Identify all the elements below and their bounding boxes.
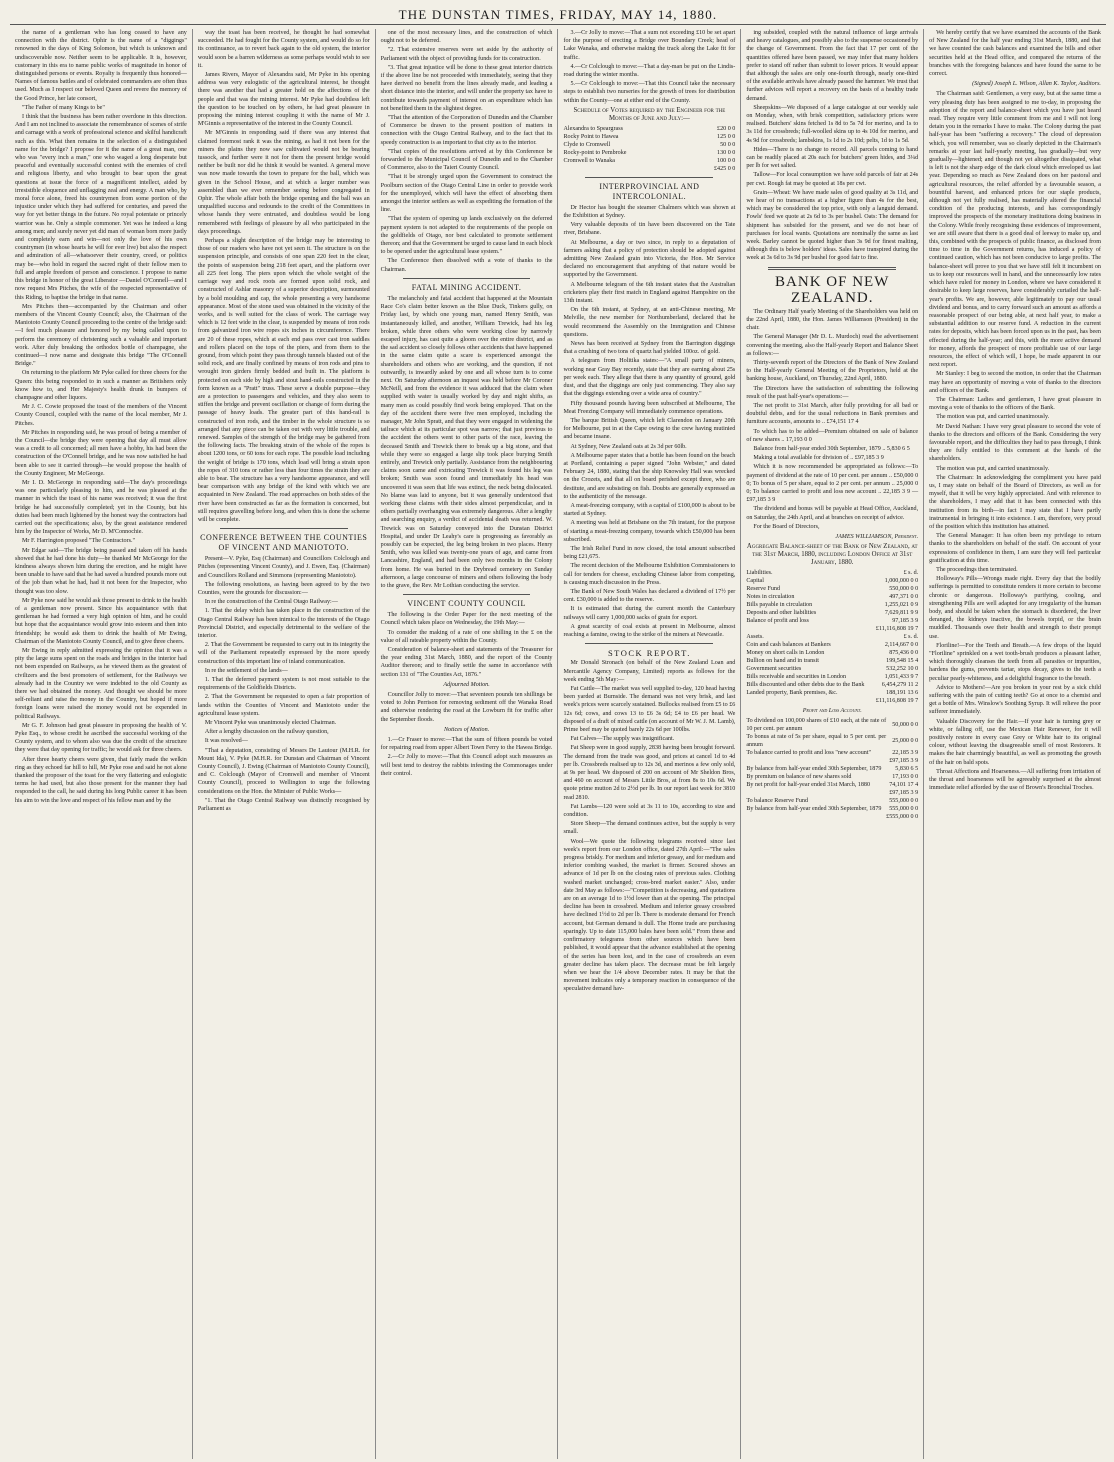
paragraph: The dividend and bonus will be payable at Head Office, Auckland, on Saturday, the 24th April, and at branches on receipt of advice.: [746, 506, 919, 521]
ledger-row: [746, 593, 918, 601]
paragraph: Mr Donald Stronach (on behalf of the New Zealand Loan and Mercantile Agency Company, Limited) reports as follows for the week ending 5th May:—: [563, 660, 736, 683]
paragraph: "That a deputation, consisting of Messrs De Lautour (M.H.R. for Mount Ida), V. Pyke (M.H.R. for Dunstan and Chairman of Vincent County Council), J. Ewing (Chairman of Maniototo County Council), and C. Colclough (Mayor of Cromwell and member of Vincent County Council), proceed to Wellington to urge the following considerations on the Hon. the Minister of Public Works—: [197, 747, 370, 795]
ledger-row: [746, 657, 918, 665]
bridge-article-body: [198, 29, 370, 524]
auditors-signature: (Signed) Joseph L. Wilson, Allan K. Taylor, Auditors.: [972, 81, 1101, 88]
ledger-row: [746, 649, 918, 657]
paragraph: A meat-freezing company, with a capital of £100,000 is about to be started at Sydney.: [563, 502, 736, 518]
bank-heading: BANK OF NEW ZEALAND.: [775, 273, 890, 306]
balance-sheet-heading: Aggregate Balance-sheet of the Bank of New Zealand, at the 31st March, 1880, including London Office at 31st January, 1880.: [746, 543, 918, 567]
ledger-amount: 2,114,667 0 0: [884, 642, 919, 649]
intercolonial-heading: INTERPROVINCIAL AND INTERCOLONIAL.: [599, 181, 700, 201]
notices-heading: Notices of Motion.: [443, 726, 490, 733]
ledger-item: [746, 625, 873, 633]
paragraph: Floriline!—For the Teeth and Breath.—A few drops of the liquid "Floriline" sprinkled on a wet tooth-brush produces a pleasant lather, which thoroughly cleanses the teeth from all parasites or impurities, hardens the gums, prevents tartar, stops decay, gives to the teeth a peculiar pearly-whiteness, and a delightful fragrance to the breath.: [929, 642, 1101, 682]
ledger-amount: 497,371 0 0: [889, 594, 919, 601]
adjourned-motion-heading: Adjourned Motion.: [443, 681, 490, 688]
paragraph: "2. That extensive reserves were set aside by the authority of Parliament with the object of providing funds for its construction.: [380, 47, 553, 62]
ledger-amount: £11,116,808 19 7: [875, 626, 919, 633]
paragraph: 1. That the delay which has taken place in the construction of the Otago Central Railway has been inimical to the interests of the Otago Provincial District, and especially detrimental to the welfare of the interior.: [197, 608, 370, 640]
ledger-row: [746, 805, 918, 813]
paragraph: Fat Calves—The supply was insignificant.: [570, 736, 675, 743]
paragraph: Which it is now recommended be appropriated as follows:—To payment of dividend at the rate of 10 per cent. per annum .. £50,000 0 0; To bonus of 5 per share, equal to 2 per cent. per annum .. 25,000 0 0; To balance carried to profit and loss new account .. 22,185 3 9 — £97,185 3 9: [746, 464, 919, 504]
column-1: [10, 29, 192, 1459]
ledger-item: Bullion on hand and in transit: [746, 658, 819, 665]
column-5: [740, 29, 923, 1459]
paragraph: The Bank of New South Wales has declared a dividend of 17½ per cent. £30,000 is added to the reserve.: [563, 588, 736, 604]
ledger-row: [746, 577, 918, 585]
paragraph: Mr G. F. Johnson had great pleasure in proposing the health of V. Pyke Esq., to whose credit he ascribed the successful working of the County system, and to whom also was due the credit of the structure they were that day opening for traffic; he would ask for three cheers.: [15, 722, 187, 754]
ledger-amount: 188,191 13 6: [886, 690, 919, 697]
paragraph: Fat Cattle—The market was well supplied to-day, 120 head having been yarded at Burnside. The demand was not very brisk, and last week's prices were scarcely sustained. Bullocks realised from £5 to £6 12s 6d; cows, and cows 13 to £6 3s 6d; £4 to £6 per head. We disposed of a draft of mixed cattle (on account of Mr W. J. M. Lamb), Prime beef may be quoted barely 22s 6d per 100lbs.: [563, 686, 736, 734]
paragraph: Balance from half-year ended 30th September, 1879 .. 5,830 6 5: [753, 445, 910, 452]
ledger-row: [746, 609, 918, 617]
ledger-amount: 550,000 0 0: [889, 586, 919, 593]
schedule-table: [563, 125, 735, 165]
paragraph: On returning to the platform Mr Pyke called for three cheers for the Queen: this being responded to in such a manner as Britishers only know how to, and Her Majesty's health drunk in bumpers of champagne and other liquors.: [15, 370, 187, 401]
ledger-amount: £ s. d.: [903, 570, 919, 577]
paragraph: ing subsided, coupled with the natural influence of large arrivals and heavy catalogues, and possibly also to the suspense occasioned by the change of Government. From the fact that 17 per cent of the quantities offered have been passed, we may infer that many holders prefer to stand off rather than submit to lower prices. It would appear that although the sales are only one-fourth through, nearly one-third of the available arrivals have already passed the hammer. We trust that further advices will report a recovery on the basis of a healthy trade demand.: [746, 30, 919, 102]
ledger-item: [746, 757, 886, 765]
paragraph: Mr M'Ginnis in responding said if there was any interest that claimed foremost rank it was the mining, as had it not been for the miners the plains they now saw cultivated would not be bearing tussock, and further were it not for them the present bridge would neither be built nor did he think it would be wanted. A general move was now made towards the town to prepare for the ball, which was given in the School House, and at which a larger number was assembled than we ever remember seeing before congregated in Ophir. The whole affair both the bridge opening and the ball was an unqualified success and redounds to the credit of the Committees in whose hands they were entrusted, and doubtless would be long remembered with feelings of pleasure by all who participated in the days proceedings.: [197, 130, 370, 235]
paragraph: The Ordinary Half yearly Meeting of the Shareholders was held on the 22nd April, 1880, the Hon. James Williamson (President) in the chair.: [746, 308, 919, 332]
paragraph: To consider the making of a rate of one shilling in the £ on the value of all rateable property within the County.: [380, 629, 553, 644]
adjourned-motion-body: [381, 691, 553, 724]
paragraph: the name of a gentleman who has long ceased to have any connection with the district. Ophir is the name of a "diggings" renowned in the days of King Solomon, but which is unknown and undiscoverable now. Neither seem to be applicable. It is, however, customary in this era to name public works of magnitude in honor of distinguished persons or events. Royalty is frequently thus honored—Names of famous battles and of celebrated commanders are often thus used. Much as I respect our beloved Queen and revere the memory of the Good Prince, her late consort,: [15, 30, 187, 102]
motions-continued: [563, 29, 735, 105]
paragraph: In re the settlement of the lands—: [204, 667, 288, 674]
conference-article-body: [198, 555, 370, 813]
column-4: [557, 29, 740, 1459]
column-1-body: [15, 29, 187, 805]
paragraph: Grain—Wheat: We have made sales of good quality at 3s 11d, and we hear of no transactions at a higher figure than 4s for the best, which may be considered the top price, with only a languid demand. Fowls' feed we quote at 2s 6d to 3s per bushel. Oats: The demand for shipment has subsided for the present, and we do not hear of purchases for local wants. Quotations are nominally the same as last week. Barley cannot be quoted higher than 3s 9d for finest malting, although this is below holders' ideas. Sales have transpired during the week at 3s 6d to 3s 9d per bushel for good fair to fine.: [746, 189, 919, 262]
paragraph: way the toast has been received, he thought he had somewhat succeeded. He had fought for the County system, and would do so for its continuance, as to revert back again to the old system, the interior would soon be a barren wilderness as some perhaps would wish to see it.: [197, 30, 370, 69]
paragraph: 3.—Cr Jolly to move:—That a sum not exceeding £10 be set apart for the purpose of erecting a Bridge over Boundary Creek; head of Lake Wanaka, and otherwise making the track along the Lake fit for traffic.: [563, 30, 736, 61]
paragraph: 2. That the Government be requested to carry out in its integrity the will of the Parliament repeatedly expressed by the more speedy construction of this important line of inland communication.: [197, 642, 370, 665]
paragraph: The following is the Order Paper for the next meeting of the Council which takes place on Wednesday, the 19th May:—: [380, 612, 553, 627]
ledger-item: To balance carried to profit and loss "new account": [746, 750, 871, 757]
auditors-certificate: [929, 29, 1101, 78]
paragraph: Mr Stanley: I beg to second the motion, in order that the Chairman may have an opportunity of moving a vote of thanks to the directors and officers of the Bank.: [929, 371, 1101, 394]
ledger-item: By balance from half-year ended 30th September, 1879: [746, 806, 882, 813]
paragraph: At Melbourne, a day or two since, in reply to a deputation of farmers asking that a policy of protection should be adopted against admitting New Zealand grain into Victoria, the Hon. Mr Service declared no encouragement that anything of that nature would be supported by the Government.: [563, 239, 736, 279]
ledger-amount: 1,051,433 9 7: [884, 674, 919, 681]
ledger-item: Liabilities.: [746, 570, 773, 577]
council-heading: VINCENT COUNTY COUNCIL: [407, 599, 526, 609]
ledger-item: Money on short calls in London: [746, 650, 825, 657]
ledger-row: [746, 585, 918, 593]
paragraph: The Irish Relief Fund in now closed, the total amount subscribed being £21,675.: [563, 545, 736, 561]
paragraph: 1. That the deferred payment system is not most suitable to the requirements of the Goldfields Districts.: [197, 677, 370, 692]
paragraph: The barque British Queen, which left Clarendon on January 20th for Melbourne, put in at the Cape owing to the crew having mutinied and became insane.: [563, 417, 736, 441]
paragraph: 1.—Cr Fraser to move:—That the sum of fifteen pounds be voted for repairing road from upper Albert Town Ferry to the Hawea Bridge.: [380, 737, 553, 752]
ledger-item: To balance Reserve Fund: [746, 798, 808, 805]
paragraph: "That it be strongly urged upon the Government to construct the Poolburn section of the Otago Central Line in order to provide work for the unemployed, which will have the effect of absorbing them amongst the interior settlers as well as expediting the formation of the line.: [380, 174, 553, 214]
ledger-row: [746, 773, 918, 781]
paragraph: The melancholy and fatal accident that happened at the Mountain Race Co's claim better known as the Blue Duck, Tinkers gully, on Friday last, by which one young man, named Henry Smith, was instantaneously killed, and another, William Trewick, had his leg broken, while three others who were working close by narrowly escaped injury, has cast quite a gloom over the entire district, and as the sad accident so closely follows other accidents that have happened in the same claim quite a scare is experienced amongst the shareholders and others who are working, and the question, if not outwardly, is inwardly asked by one and all whose turn is to come next. On Saturday afternoon an inquest was held before Mr Coroner McNeill, and from the evidence it was adduced that the claim when supplied with water is usually worked by day and night shifts, as many men as could possibly find work being employed. That on the day of the accident there were five men employed, including the manager, Mr John Spratt, and that they were engaged in widening the tailrace which at its particular spot was narrow; that just previous to the accident the others went to other parts of the race, leaving the deceased Smith and Trewick there to break up a big stone, and that while they were so engaged a large slip took place burying Smith entirely, and Trewick only partially. Assistance from the neighbouring claims soon came and extricating Trewick it was found his leg was broken; Smith was soon found and immediately his head was uncovered it was seen that life was extinct, the neck being dislocated. No blame was laid to anyone, but it was generally understood that working these claims with their sides almost perpendicular, and in others partially overhanging was extremely dangerous. After a lengthy and searching enquiry, a verdict of accidental death was returned. W. Trewick was on Saturday conveyed into the Dunstan District Hospital, and under Dr Leahy's care is progressing as favorably as possibly can be expected, the leg being broken in two places. Henry Smith, who was killed was twenty-one years of age, and came from Lancashire, England, and had been only two months in the Colony from home. He was buried in the Drybread cemetery on Sunday afternoon, a large concourse of miners and others following the body to the grave, the Rev. Mr Lothian conducting the service.: [380, 295, 553, 589]
council-body: [381, 611, 553, 679]
ledger-item: To dividend on 100,000 shares of £10 each, at the rate of 10 per cent. per annum: [746, 718, 887, 733]
ledger-item: Landed property, Bank premises, &c.: [746, 690, 838, 697]
ledger-amount: £11,116,808 19 7: [875, 698, 919, 705]
ledger-amount: 7,629,811 9 9: [884, 610, 919, 617]
paragraph: one of the most necessary lines, and the construction of which ought not to be deferred.: [380, 30, 553, 45]
ledger-row: [746, 789, 918, 797]
ledger-row: [746, 601, 918, 609]
paragraph: I think that the business has been rather overdone in this direction. And I am not inclined to associate the remembrance of scenes of strife and carnage with a work of professional science and skilful handicraft such as this. What then remains in the selection of a distinguished name for the bridge? I propose for it the name of a great man, one who was "every inch a man," one who waged a long desperate but peaceful and eventually successful contest with the enemies of civil and religious liberty, and who brought to bear upon the great questions at issue the force of a magnificent intellect, aided by irresistible eloquence and unflagging zeal and energy. A man who, by moral force alone, freed his countrymen from some portion of the injustice under which they had suffered for centuries, and paved the way for yet better things in the future. No royal potentate or princely warrior was he. Only a simple commoner. Yet was he indeed a king among men; and surely never yet did man of woman born more justly and completely earn and win—not only the love of his own countrymen (in whose hearts he will for ever live) but also the respect and admiration of all—whatsoever their country, creed, or politics may be—who hold in regard the sacred right of their fellow men to full and ample freedom of person and conscience. I propose to name this bridge in honor of the great Liberator —Daniel O'Connell—and I now request Mrs Pitches, the wife of the respected representative of this Riding, to baptise the bridge in that name.: [15, 114, 187, 301]
paragraph: 2. That the Government be requested to open a fair proportion of lands within the Counties of Vincent and Maniototo under the agricultural lease system.: [197, 694, 370, 717]
paragraph: "The Father of many Kings to be": [22, 104, 105, 111]
paragraph: News has been received at Sydney from the Barrington diggings that a crushing of two tons of quartz had yielded 100oz. of gold.: [563, 341, 736, 356]
ledger-amount: 97,185 3 9: [892, 618, 919, 625]
ledger-row: [746, 617, 918, 625]
ledger-item: Reserve Fund: [746, 586, 780, 593]
paragraph: 2.—Cr Jolly to move:—That this Council adopt such measures as will best tend to destroy the rabbits infesting the Commonages under their control.: [380, 754, 553, 777]
paragraph: "1. That the Otago Central Railway was distinctly recognised by Parliament as: [197, 797, 370, 813]
paragraph: "3. That great injustice will be done to these great interior districts if the above line be not proceeded with immediately, seeing that they have derived no benefit from the lines already made, and leading a short distance into the interior, and will under the property tax have to contribute towards payment of interest on an expenditure which has not benefited them in the slightest degree.: [380, 64, 553, 112]
paragraph: James Rivers, Mayor of Alexandra said, Mr Pyke in his opening address was very eulogistic of the agricultural interest, he thought there was another that had a greater hold on the affections of the people and that was the mining interest. Mr Pyke had doubtless left the question to be touched on by others, he had great pleasure in proposing the mining interest coupling it with the name of Mr J. M'Ginnis a representative of the interest in the County Council.: [197, 72, 370, 128]
ledger-row: [746, 781, 918, 789]
paragraph: The General Manager: It has often been my privilege to return thanks to the shareholders on behalf of the staff. On account of your expressions of confidence in them, I am sure they will feel particular gratification at this time.: [929, 533, 1101, 564]
paragraph: In re the construction of the Central Otago Railway:—: [204, 599, 338, 606]
paragraph: Mr Edgar said—The bridge being passed and taken off his hands showed that he had done his duty—he thanked Mr McGeorge for the kindness always shown him during the erection, and he might have been unable to have said that he had saved a hundred pounds more out of the job than what he had, had it not been for the Inspector, who thought was too slow.: [15, 547, 187, 595]
ledger-row: [746, 569, 918, 577]
paragraph: "That the attention of the Corporation of Dunedin and the Chamber of Commerce be drawn to the present position of matters in connection with the Otago Central Railway, and to the fact that its speedy construction is as important to that city as to the interior.: [380, 115, 553, 146]
conference-continued: [381, 29, 553, 274]
paragraph: The net profit to 31st March, after fully providing for all bad or doubtful debts, and for the usual reductions in Bank premises and furniture accounts, amounts to .. £74,151 17 4: [746, 402, 919, 426]
ledger-item: Alexandra to Speargrass: [563, 125, 623, 132]
conference-heading: CONFERENCE BETWEEN THE COUNTIES OF VINCENT AND MANIOTOTO.: [200, 533, 368, 553]
balance-sheet-table: [746, 569, 918, 705]
ledger-row: [563, 133, 735, 141]
column-3: [375, 29, 558, 1459]
ledger-item: [746, 789, 886, 797]
ledger-row: [746, 749, 918, 757]
ledger-amount: 6,454,279 11 2: [881, 682, 919, 689]
schedule-total-value: £425 0 0: [713, 165, 736, 172]
paragraph: Thirty-seventh report of the Directors of the Bank of New Zealand to the Half-yearly General Meeting of the Proprietors, held at the banking house, Auckland, on Thursday, 22nd April, 1880.: [746, 359, 919, 383]
ledger-item: Coin and cash balances at Bankers: [746, 642, 831, 649]
divider: [403, 594, 531, 595]
ledger-item: By net profit for half-year ended 31st March, 1880: [746, 782, 871, 789]
paragraph: Consideration of balance-sheet and statements of the Treasurer for the year ending 31st March, 1880, and the report of the County Auditor thereon; and to finally settle the same in accordance with section 131 of "The Counties Act, 1876.": [380, 647, 553, 678]
ledger-amount: £97,185 3 9: [889, 790, 919, 797]
divider: [403, 278, 531, 279]
paragraph: The Chairman: In acknowledging the compliment you have paid us, I may state on behalf of the Board of Directors, as well as for myself, that it will be very highly appreciated. And with reference to the shareholders, I may add that it has been connected with this institution from its birth—in fact I may state that I have partly instrumental in bringing it into existence. I am, therefore, very proud of the position which this institution has attained.: [929, 474, 1101, 530]
ledger-item: By premium on balance of new shares sold: [746, 774, 852, 781]
paragraph: Making a total available for division of .. £97,185 3 9: [753, 455, 884, 462]
stock-report-heading: STOCK REPORT.: [607, 648, 691, 659]
fatal-accident-body: [381, 295, 553, 590]
paragraph: Advice to Mothers!—Are you broken in your rest by a sick child suffering with the pain of cutting teeth? Go at once to a chemist and get a bottle of Mrs. Winslow's Soothing Syrup. It will relieve the poor sufferer immediately.: [929, 684, 1101, 716]
divider: [585, 643, 713, 644]
paragraph: Fat Sheep were in good supply, 2838 having been brought forward. The demand from the trade was good, and prices at cancel 1d to 4d per lb. Crossbreds realised up to 12s 3d, and merinos a few only sold, at 9s per head. We disposed of 200 on account of Mr Sheldon Bros, and 460 on account of Messrs Little Bros, at from 8s to 10s 6d. We quote prime mutton 2d to 2½d per lb. In our report last week for 3810 read 2810.: [563, 745, 736, 801]
paragraph: Holloway's Pills—Wrongs made right. Every day that the bodily sufferings is permitted to constitute renders it more certain to become chronic or dangerous. Holloway's purifying, cooling, and strengthening Pills are well adapted for any irregularity of the human body, and should be taken when the stomach is disordered, the liver deranged, the kidneys inactive, the bowels torpid, or the brain muddled. Thousands owe their health and strength to their prompt use.: [929, 576, 1101, 640]
ledger-amount: 199,548 15 4: [886, 658, 919, 665]
ledger-item: Balance of profit and loss: [746, 618, 809, 625]
paragraph: A meeting was held at Brisbane on the 7th instant, for the purpose of starting a meat-freezing company, towards which £50,000 has been subscribed.: [563, 520, 736, 543]
paragraph: The Chairman said: Gentlemen, a very easy, but at the same time a very pleasing duty has been assigned to me to-day, in proposing the adoption of the report and balance-sheet which you have just heard read. They require very little comment from me and I will not long detain you in the remarks I have to make. The Colony during the past half-year has been "suffering a recovery." The cloud of depression which, you will remember, was so clearly depicted in the Chairman's remarks at your last half-yearly meeting, has gradually—but very gradually—lightened; and though not yet altogether dissipated, what is left is not the sharp edge of the dark cloud which enveloped us last year. Depending so much as New Zealand does on her pastoral and agricultural resources, the relief afforded by a favourable season, a bountiful harvest, and enhanced prices for our staple products, although not yet fully realised, has materially altered the financial condition of the producing interests, and has correspondingly improved the prospects of the monetary institutions doing business in the Colony. While freely recognising these evidences of improvement, we are still aware that there is a good deal of leeway to make up, and this, combined with the prospects of public finance, as disclosed from time to time in the Government returns, has induced a policy of continued caution, which has not been conducive to large profits. The balance-sheet will prove to you that we have still felt it incumbent on us to keep our resources well in hand, and the unnecessarily low rates which have ruled for money in London, where we have considered it desirable to keep large reserves, have considerably curtailed the half-year's profits. We are, however, able legitimately to pay our usual dividend and bonus, and to carry forward such an amount as affords a reasonable prospect of our being able, at next half year, to make a substantial addition to our reserve fund. A reduction in the current rates for deposits, which has been forced upon us in the past, has been effected during the half-year; and this, with the more active demand for money, affords the prospect of more profitable use of our large resources, the effect of which will, I hope, be made apparent in our next report.: [929, 91, 1101, 369]
fatal-accident-heading: FATAL MINING ACCIDENT.: [411, 282, 522, 292]
paragraph: It is estimated that during the current month the Canterbury railways will carry 1,000,000 sacks of grain for export.: [563, 606, 736, 621]
bank-report-body: [746, 308, 918, 531]
paragraph: Mr Vincent Pyke was unanimously elected Chairman.: [204, 720, 337, 727]
column-6: [923, 29, 1106, 1459]
profit-loss-table: [746, 717, 918, 821]
paragraph: A telegram from Holitika states:—"A small party of miners, working near Gray Bay recently, state that they are earning about 25s per week each. They allege that there is any quantity of ground, gold dust, and that the diggings are only just commencing. They also say that the diggings extending over a wide area of country.": [563, 358, 736, 398]
paragraph: 4.—Cr Colclough to move:—That a day-man be put on the Lindis-road during the winter months.: [563, 63, 736, 79]
paragraph: Very valuable deposits of tin have been discovered on the Tate river, Brisbane.: [563, 222, 736, 237]
divider: [768, 267, 896, 270]
paragraph: Tallow—For local consumption we have sold parcels of fair at 24s per cwt. Rough fat may be quoted at 18s per cwt.: [746, 172, 919, 187]
ledger-row: [563, 157, 735, 165]
paragraph: It was resolved—: [204, 738, 248, 745]
ledger-item: Notes in circulation: [746, 594, 795, 601]
paragraph: Mr F. Harrington proposed "The Contractors.": [22, 538, 135, 545]
divider: [220, 528, 348, 529]
paragraph: The Conference then dissolved with a vote of thanks to the Chairman.: [380, 258, 553, 273]
ledger-amount: £ s. d.: [903, 634, 919, 641]
divider: [585, 177, 713, 178]
ledger-row: [746, 765, 918, 773]
paragraph: After a lengthy discussion on the railway question,: [204, 729, 329, 736]
paragraph: Mr J. C. Cowie proposed the toast of the members of the Vincent County Council, coupled with the name of the local member, Mr J. Pitches.: [15, 404, 187, 427]
paragraph: The motion was put, and carried unanimously.: [936, 414, 1050, 421]
paragraph: The motion was put, and carried unanimously.: [936, 465, 1050, 472]
ledger-item: Bills receivable and securities in London: [746, 674, 846, 681]
ledger-row: [746, 665, 918, 673]
ledger-item: By balance from half-year ended 30th September, 1879: [746, 766, 882, 773]
ledger-row: [563, 125, 735, 133]
ledger-item: Government securities: [746, 666, 802, 673]
paragraph: "That the system of opening up lands exclusively on the deferred payment system is not adapted to the requirements of the people on the goldfields of Otago, nor best calculated to promote settlement thereon; and that the Government be urged to cause land in each block to be opened under the agricultural lease system.": [380, 216, 553, 256]
ledger-amount: 1,000,000 0 0: [884, 578, 919, 585]
notices-body: [381, 736, 553, 778]
profit-loss-heading: Profit and Loss Account.: [802, 708, 862, 715]
paragraph: Sheepskins—We disposed of a large catalogue at our weekly sale on Monday, when, with brisk competition, satisfactory prices were realised. Butchers' skins fetched 1s 8d to 5s 7d for merino, and 1s to 3s 11d for crossbreds; full-woolled skins up to 4s 10d for merino, and 4s 9d for crossbreds; lambskins, 1s 1d to 2s 10d; pelts, 1d to 1s 5d.: [746, 104, 919, 144]
paragraph: A great scarcity of coal exists at present in Melbourne, almost reaching a famine, owing to the strike of the miners at Newcastle.: [563, 623, 736, 638]
stock-report-body: [563, 659, 735, 993]
stock-report-continued: [746, 29, 918, 263]
president-signature: JAMES WILLIAMSON, President.: [835, 533, 919, 540]
ledger-item: Rocky-point to Pembroke: [563, 149, 627, 156]
ledger-row: [746, 625, 918, 633]
ledger-amount: 25,000 0 0: [892, 738, 919, 745]
schedule-total: [563, 165, 735, 173]
ledger-row: [563, 149, 735, 157]
paragraph: Store Sheep—The demand continues active, but the supply is very small.: [563, 821, 736, 836]
paragraph: The proceedings then terminated.: [936, 567, 1018, 573]
paragraph: Valuable Discovery for the Hair.—If your hair is turning grey or white, or falling off, use the Mexican Hair Renewer, for it will positively restore in every case Grey or White hair to its original colour, without leaving the disagreeable smell of most Restorers. It makes the hair charmingly beautiful, as well as promoting the growth of the hair on bald spots.: [929, 718, 1101, 766]
masthead: THE DUNSTAN TIMES, FRIDAY, MAY 14, 1880.: [10, 6, 1106, 25]
ledger-item: Rocky Point to Hawea: [563, 133, 619, 140]
ledger-item: Clyde to Cromwell: [563, 141, 611, 148]
ledger-amount: 50,000 0 0: [892, 722, 919, 729]
paragraph: A Melbourne paper states that a bottle has been found on the beach at Portland, containing a paper signed "John Webster," and dated February 24, 1880, stating that the ship Knowsley Hall was wrecked on the Crozets, and that all on board perished except three, who are destitute, and are subsisting on fish. Doubts are generally expressed as to the authenticity of the message.: [563, 452, 736, 500]
paragraph: 5.—Cr Colclough to move:—That this Council take the necessary steps to establish two nurseries for the growth of trees for distribution within the County—one at either end of the County.: [563, 81, 736, 104]
ledger-amount: 5,830 6 5: [895, 766, 919, 773]
paragraph: Hides—There is no change to record. All parcels coming to hand can be readily placed at 20s each for butchers' green hides, and 3¼d per lb for wet salted.: [746, 146, 919, 170]
ledger-row: [746, 673, 918, 681]
ledger-item: Deposits and other liabilities: [746, 610, 817, 617]
paragraph: The recent decision of the Melbourne Exhibition Commissioners to call for tenders for cheese, excluding Chinese labor from competing, is causing much discussion in the Press.: [563, 563, 736, 586]
ledger-item: Bills discounted and other debts due to the Bank: [746, 682, 865, 689]
paragraph: Mr Pitches in responding said, he was proud of being a member of the Council—the bridge they were opening that day all must allow was a credit to all concerned; all men have a hobby, his had been the construction of the O'Connell bridge, and he was now satisfied he had been able to see it carried through—he would propose the health of the County Engineer, Mr McGeorge.: [15, 429, 187, 477]
paragraph: Present—V. Pyke, Esq (Chairman) and Councillors Colclough and Pitches (representing Vincent County), and J. Ewen, Esq. (Chairman) and Councillors Rolland and Simmons (representing Maniototo).: [197, 556, 370, 579]
ledger-amount: 74,101 17 4: [889, 782, 919, 789]
ledger-item: Bills payable in circulation: [746, 602, 813, 609]
ledger-amount: 22,185 3 9: [892, 750, 919, 757]
paragraph: Dr Hector has bought the steamer Chalmers which was shown at the Exhibition at Sydney.: [563, 204, 736, 220]
ledger-row: [746, 813, 918, 821]
ledger-row: [746, 757, 918, 765]
paragraph: We hereby certify that we have examined the accounts of the Bank of New Zealand for the half year ending 31st March, 1880, and that we have counted the cash balances and examined the bills and other securities held at the Head office, and compared the returns of the branches with the foregoing balances and have found the same to be correct.: [929, 30, 1101, 78]
paragraph: "That copies of the resolutions arrived at by this Conference be forwarded to the Municipal Council of Dunedin and to the Chamber of Commerce, also to the Taieri County Council.: [380, 148, 553, 172]
ledger-amount: 875,436 0 0: [889, 650, 919, 657]
ledger-item: To bonus at rate of 5s per share, equal to 5 per cent. per annum: [746, 734, 887, 749]
ledger-row: [746, 681, 918, 689]
ledger-row: [746, 717, 918, 733]
ledger-row: [746, 733, 918, 749]
paragraph: The following resolutions, as having been agreed to by the two Counties, were the grounds for discussion:—: [197, 581, 370, 596]
paragraph: For the Board of Directors,: [753, 523, 820, 530]
ledger-amount: £555,000 0 0: [886, 814, 919, 821]
ledger-row: [746, 689, 918, 697]
paragraph: Mrs Pitches then—accompanied by the Chairman and other members of the Vincent County Council; also, the Chairman of the Maniototo County Council proceeding to the centre of the bridge said:—I feel much pleasure and honored by my being called upon to perform the ceremony of christening such a valuable and important work. After duly breaking the orthodox bottle of champagne, she continued—I now name and designate this bridge "The O'Connell Bridge.": [15, 303, 187, 368]
ledger-item: [746, 813, 886, 821]
paragraph: The General Manager (Mr D. L. Murdoch) read the advertisement convening the meeting, also the Half-yearly Report and Balance Sheet as follows:—: [746, 334, 919, 357]
ledger-amount: 125 0 0: [717, 133, 736, 140]
schedule-heading: Schedule of Votes required by the Engineer for the Months of June and July:—: [573, 106, 726, 122]
ledger-amount: 17,193 0 0: [892, 774, 919, 781]
paragraph: At Sydney, New Zealand oats at 2s 3d per 60lb.: [570, 443, 687, 450]
ledger-amount: 50 0 0: [720, 141, 736, 148]
paragraph: To which has to be added—Premium obtained on sale of balance of new shares .. 17,193 0 0: [746, 428, 919, 443]
paragraph: Mr David Nathan: I have very great pleasure to second the vote of thanks to the directors and officers of the Bank. Considering the very favourable report, and the difficulties they had to pass through, I think they are fully entitled to this comment at the hands of the shareholders.: [929, 423, 1101, 463]
paragraph: Throat Affections and Hoarseness.—All suffering from irritation of the throat and hoarseness will be agreeably surprised at the almost immediate relief afforded by the use of Brown's Bronchial Troches.: [929, 768, 1101, 792]
paragraph: The Directors have the satisfaction of submitting the following result of the past half-year's operations:—: [746, 385, 919, 400]
ledger-row: [746, 641, 918, 649]
intercolonial-body: [563, 204, 735, 639]
ledger-amount: 532,252 10 0: [886, 666, 919, 673]
paragraph: Mr Pyke now said he would ask those present to drink to the health of a gentleman now present. Since his acquaintance with that gentleman he had formed a very high opinion of him, and he could but hope that the acquaintance would grow into esteem and then into friendship; he would ask them to drink the health of Mr Ewing, Chairman of the Maniototo County Council, and to give three cheers.: [15, 597, 187, 645]
paragraph: Councillor Jolly to move:—That seventeen pounds ten shillings be voted to John Perrison for removing sediment off the Wanaka Road and otherwise rendering the road at the Lowburn fit for traffic after the September floods.: [380, 692, 553, 723]
ledger-amount: 130 0 0: [717, 149, 736, 156]
column-2: [192, 29, 375, 1459]
paragraph: Mr I. D. McGeorge in responding said—The day's proceedings was one particularly pleasing to him, and he was pleased at the manner in which the toast of his name was received; it was the first bridge he had successfully completed; yet in the County, but his duties had been much lightened by the honest way the contractors had carried out the specifications; also, by the great assistance rendered him by the Inspector of Works, Mr D. M'Connochie.: [15, 479, 187, 536]
ledger-row: [563, 141, 735, 149]
ledger-amount: 100 0 0: [717, 157, 736, 164]
ledger-row: [746, 633, 918, 641]
paragraph: On the 6th instant, at Sydney, at an anti-Chinese meeting, Mr Melville, the new member for Northumberland, declared that he would recommend the Assembly on the Immigration and Chinese questions.: [563, 307, 736, 338]
ledger-amount: 1,255,021 0 9: [884, 602, 919, 609]
ledger-amount: £97,185 3 9: [889, 758, 919, 765]
ledger-amount: 555,000 0 0: [889, 806, 919, 813]
paragraph: A Melbourne telegram of the 6th instant states that the Australian cricketers play their first match in England against Hampshire on the 13th instant.: [563, 281, 736, 305]
paragraph: Wool—We quote the following telegrams received since last week's report from our London office, dated 27th April:—"The sales progress briskly. For medium and inferior greasy, and for medium and inferior combing washed, the market is firmer. Scoured shows an advance of 1d per lb on the closing rates of previous sales. Clothing washed market unchanged; cross-bred market easier." Also, under date 3rd May as follows:—"Competition is decreasing, and quotations are on an average 1d to 1½d lower than at the opening. The principal decline has been in crossbred. Medium and inferior greasy crossbred have declined 1½d to 2d per lb. There is moderate demand for French account, but German demand is dull. The Home trade are purchasing sparingly. Up to date 115,000 bales have been sold." From these and confirmatory telegrams from other sources which have been published, it would appear that the advance established at the opening of the series has been lost, and in the case of crossbreds an even greater decline has taken place. The decrease must be felt largely when we hear the 1/4 above December rates. It may be that the movement indicates only a temporary reaction in consequence of the speculative demand hav-: [563, 838, 736, 993]
paragraph: Mr Ewing in reply admitted expressing the opinion that it was a pity the large sums spent on the roads and bridges in the interior had not been expended on Railways, as he viewed them as the greatest of civilizers and the best promoters of settlement, for the Railways we already had in the Country we were indebted to the old County as there we had obtained the money. And thought we should be more self-reliant and raise the money in the Country, but hoped if more foreign loans were raised the money would not be expended in political Railways.: [15, 648, 187, 720]
paragraph: Perhaps a slight description of the bridge may be interesting to those of our readers who have not yet seen it. The structure is on the suspension principle, and consists of one span 220 feet in the clear, the points of suspension being 218 feet apart, and the platform over all 225 feet long. The piers upon which the whole weight of the carriage way and rock roots are formed upon solid rock, and constructed of Ashlar masonry of a superior description, surmounted by a bold moulding and cap, the whole presenting a very handsome appearance. Most of the stone used was obtained in the vicinity of the works, and is well suited for the class of work. The carriage way which is 12 feet wide in the clear, is suspended by means of iron rods from galvanized iron wire ropes six inches in circumference. There are 20 of these ropes, which at each end pass over cast iron saddles and rollers placed on the tops of the piers, and from them to the ground, from which point they pass through tunnels blasted out of the solid rock, and are finally confined by means of iron rods and pins to wrought iron girders firmly bedded and built in. The platform is protected on each side by high and stout hand-rails constructed in the form known as a "Pratt" truss. These serve a double purpose—they are a protection to passengers and vehicles, and they also seem to stiffen the bridge and prevent oscillation or change of form during the passage of heavy loads. The greater part of this hand-rail is constructed of iron rods, and the timber in the whole structure is so arranged that any piece can be taken out with very little trouble, and renewed. Samples of the strength of the bridge may be gathered from the following facts. The breaking strain of the whole of the ropes is about 1200 tons, or 60 tons for each rope. The possible load including the weight of bridge is 170 tons, which load will bring a strain upon the ropes of 310 tons or rather less than four times the strain they are able to bear. The structure has a very handsome appearance, and will bear comparison with any bridge of the kind with which we are acquainted in New Zealand. The road approaches on both sides of the river have been constructed as far as the formation is concerned, but still requires gravelling before long, and when this is done the scheme will be complete.: [197, 238, 370, 523]
ledger-row: [746, 797, 918, 805]
paragraph: The Chairman: Ladies and gentlemen, I have great pleasure in moving a vote of thanks to the officers of the Bank.: [929, 396, 1101, 412]
ledger-item: [746, 697, 873, 705]
column-container: [10, 29, 1106, 1459]
ledger-item: Assets.: [746, 634, 764, 641]
ledger-amount: £20 0 0: [717, 125, 736, 132]
meeting-speeches: [929, 90, 1101, 792]
ledger-item: Capital: [746, 578, 764, 585]
ledger-item: Cromwell to Wanaka: [563, 157, 616, 164]
paragraph: Fifty thousand pounds having been subscribed at Melbourne, The Meat Freezing Company will immediately commence operations.: [563, 400, 736, 415]
ledger-amount: 555,000 0 0: [889, 798, 919, 805]
paragraph: Fat Lambs—120 were sold at 3s 11 to 10s, according to size and condition.: [563, 803, 736, 819]
paragraph: After three hearty cheers were given, that fairly made the welkin ring as they echoed far hill to hill, Mr Pyke rose and said he not alone thanked the proposer of the toast for the very flattering and eulogistic terms he had used, but also those present for the manner they had responded to the call, he said during his long Public career it has been his aim to win the love and respect of his fellow man and by the: [15, 756, 187, 804]
ledger-row: [746, 697, 918, 705]
